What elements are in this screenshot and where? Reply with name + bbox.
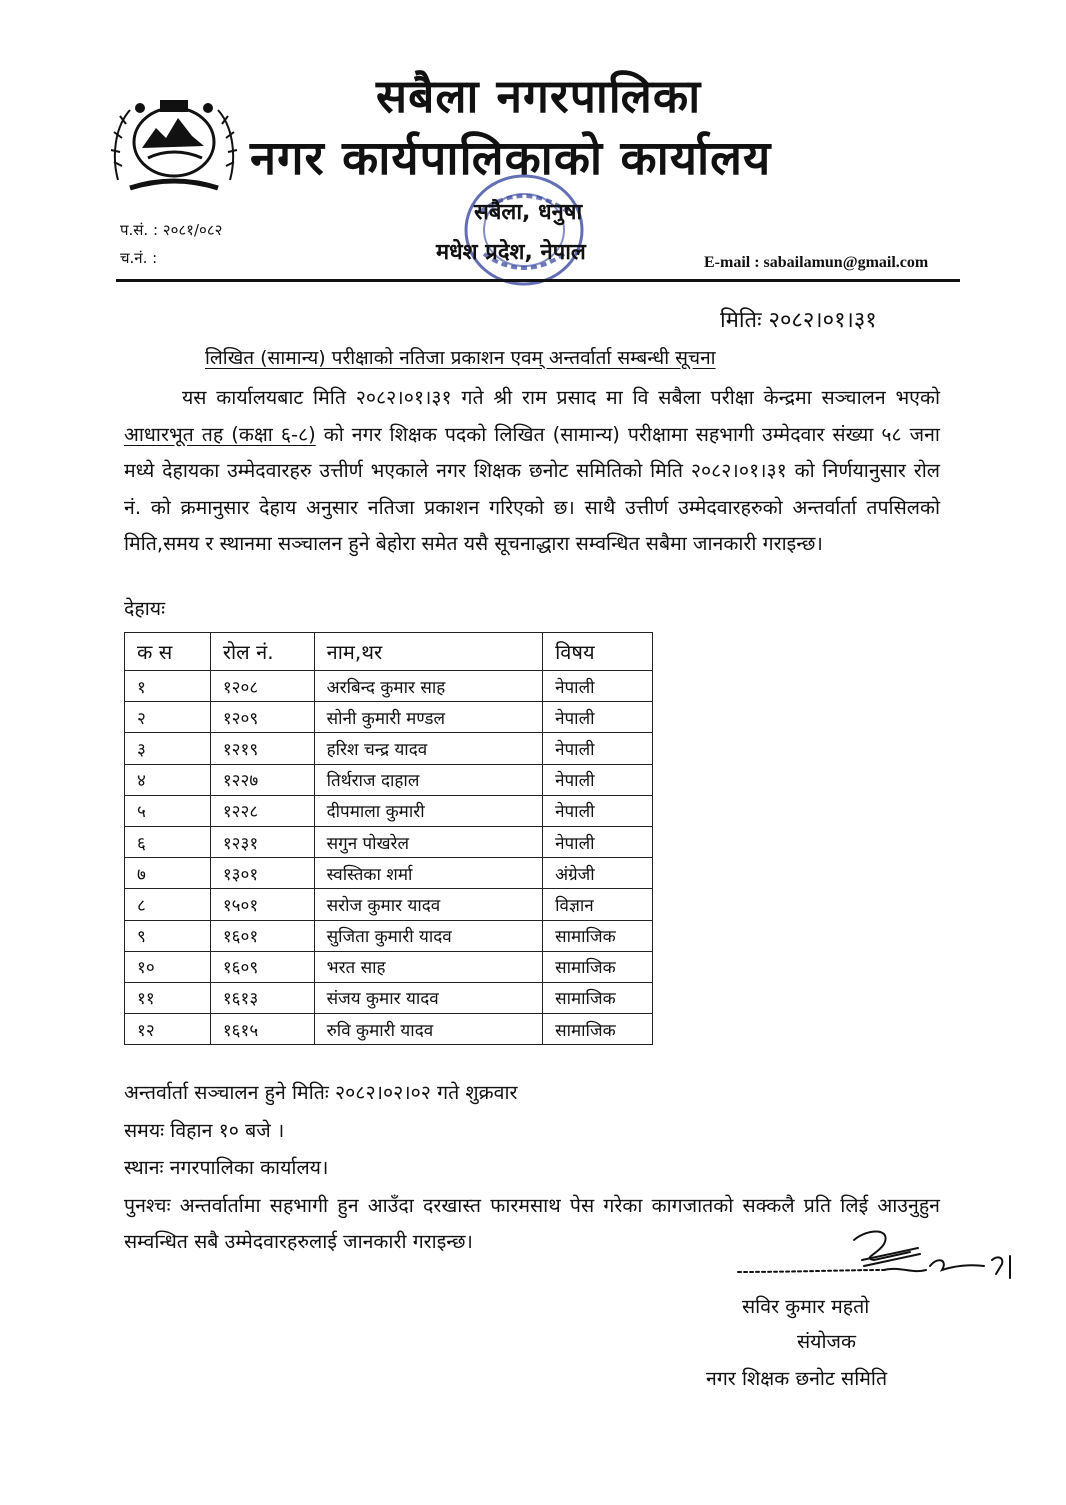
cell-name: रुवि कुमारी यादव <box>314 1014 542 1045</box>
official-stamp-icon <box>444 172 604 294</box>
cell-roll: १३०१ <box>210 858 314 889</box>
cell-name: अरबिन्द कुमार साह <box>314 671 542 702</box>
table-row <box>125 951 653 982</box>
cell-serial: ६ <box>125 826 211 857</box>
cell-name: दीपमाला कुमारी <box>314 795 542 826</box>
interview-time: समयः विहान १० बजे । <box>124 1119 285 1142</box>
cell-name: स्वस्तिका शर्मा <box>314 858 542 889</box>
notice-body-level: आधारभूत तह (कक्षा ६-८) <box>124 422 316 446</box>
cell-subject: नेपाली <box>543 733 653 764</box>
cell-serial: ४ <box>125 764 211 795</box>
table-row <box>125 795 653 826</box>
signatory-name: सविर कुमार महतो <box>742 1295 870 1318</box>
cell-roll: १२३१ <box>210 826 314 857</box>
cell-serial: २ <box>125 702 211 733</box>
cell-serial: ३ <box>125 733 211 764</box>
cell-serial: ५ <box>125 795 211 826</box>
cell-serial: १० <box>125 951 211 982</box>
table-row <box>125 764 653 795</box>
cell-roll: १६१३ <box>210 982 314 1013</box>
interview-place: स्थानः नगरपालिका कार्यालय। <box>124 1156 329 1179</box>
table-row <box>125 671 653 702</box>
signature-icon <box>734 1226 1016 1290</box>
municipality-name: सबैला नगरपालिका <box>376 69 702 123</box>
cell-name: भरत साह <box>314 951 542 982</box>
address-line-2: मधेश प्रदेश, नेपाल <box>436 240 586 265</box>
cell-roll: १६०१ <box>210 920 314 951</box>
cell-serial: ९ <box>125 920 211 951</box>
interview-date: अन्तर्वार्ता सञ्चालन हुने मितिः २०८२।०२।०२ गते शुक्रवार <box>124 1081 518 1104</box>
cell-subject: सामाजिक <box>543 951 653 982</box>
dispatch-number: च.नं. : <box>120 249 158 267</box>
office-name: नगर कार्यपालिकाको कार्यालय <box>250 131 772 186</box>
cell-serial: ८ <box>125 889 211 920</box>
table-row <box>125 733 653 764</box>
cell-roll: १५०१ <box>210 889 314 920</box>
header-subject: विषय <box>543 633 653 671</box>
cell-serial: ११ <box>125 982 211 1013</box>
cell-name: सुजिता कुमारी यादव <box>314 920 542 951</box>
cell-serial: १२ <box>125 1014 211 1045</box>
cell-subject: सामाजिक <box>543 1014 653 1045</box>
cell-serial: १ <box>125 671 211 702</box>
table-row <box>125 982 653 1013</box>
cell-roll: १२०८ <box>210 671 314 702</box>
notice-date: मितिः २०८२।०१।३१ <box>720 308 877 333</box>
notice-body-part2: को नगर शिक्षक पदको लिखित (सामान्य) परीक्षामा सहभागी उम्मेदवार संख्या ५८ जना मध्ये देहायका उम्मेदवारहरु उत्तीर्ण भएकाले नगर शिक्षक छनोट समितिको मिति २०८२।०१।३१ को निर्णयानुसार रोल नं. को क्रमानुसार देहाय अनुसार नतिजा प्रकाशन गरिएको छ। साथै उत्तीर्ण उम्मेदवारहरुको अन्तर्वार्ता तपसिलको मिति,समय र स्थानमा सञ्चालन हुने बेहोरा समेत यसै सूचनाद्धारा सम्वन्धित सबैमा जानकारी गराइन्छ। <box>124 422 940 556</box>
address-line-1: सबैला, धनुषा <box>474 200 583 225</box>
cell-subject: विज्ञान <box>543 889 653 920</box>
results-table <box>124 632 653 1045</box>
cell-subject: अंग्रेजी <box>543 858 653 889</box>
cell-subject: नेपाली <box>543 764 653 795</box>
notice-subject: लिखित (सामान्य) परीक्षाको नतिजा प्रकाशन एवम् अन्तर्वार्ता सम्बन्धी सूचना <box>205 347 716 369</box>
cell-roll: १६१५ <box>210 1014 314 1045</box>
cell-name: संजय कुमार यादव <box>314 982 542 1013</box>
header-name: नाम,थर <box>314 633 542 671</box>
signatory-role: संयोजक <box>797 1330 856 1353</box>
nepal-emblem-icon <box>108 88 240 194</box>
cell-roll: १२०९ <box>210 702 314 733</box>
cell-roll: १२२७ <box>210 764 314 795</box>
cell-roll: १६०९ <box>210 951 314 982</box>
table-header-row <box>125 633 653 671</box>
postscript: पुनश्चः अन्तर्वार्तामा सहभागी हुन आउँदा दरखास्त फारमसाथ पेस गरेका कागजातको सक्कलै प्रति लिई आउनुहुन सम्वन्धित सबै उम्मेदवारहरुलाई जानकारी गराइन्छ। <box>124 1194 940 1253</box>
cell-name: हरिश चन्द्र यादव <box>314 733 542 764</box>
cell-roll: १२१९ <box>210 733 314 764</box>
cell-name: तिर्थराज दाहाल <box>314 764 542 795</box>
table-row <box>125 858 653 889</box>
table-row <box>125 920 653 951</box>
notice-body <box>124 380 940 563</box>
cell-subject: सामाजिक <box>543 920 653 951</box>
cell-subject: सामाजिक <box>543 982 653 1013</box>
cell-roll: १२२८ <box>210 795 314 826</box>
cell-subject: नेपाली <box>543 826 653 857</box>
cell-subject: नेपाली <box>543 671 653 702</box>
dehay-label: देहायः <box>124 597 166 620</box>
notice-body-part1: यस कार्यालयबाट मिति २०८२।०१।३१ गते श्री राम प्रसाद मा वि सबैला परीक्षा केन्द्रमा सञ्चालन भएको <box>182 386 940 409</box>
cell-subject: नेपाली <box>543 702 653 733</box>
cell-name: सगुन पोखरेल <box>314 826 542 857</box>
office-email: E-mail : sabailamun@gmail.com <box>704 254 929 271</box>
cell-name: सोनी कुमारी मण्डल <box>314 702 542 733</box>
signatory-committee: नगर शिक्षक छनोट समिति <box>706 1367 888 1390</box>
table-row <box>125 1014 653 1045</box>
table-row <box>125 889 653 920</box>
header-roll: रोल नं. <box>210 633 314 671</box>
table-row <box>125 702 653 733</box>
cell-serial: ७ <box>125 858 211 889</box>
table-row <box>125 826 653 857</box>
header-serial: क स <box>125 633 211 671</box>
cell-name: सरोज कुमार यादव <box>314 889 542 920</box>
reference-number: प.सं. : २०८१/०८२ <box>120 221 223 239</box>
header-divider <box>116 279 960 282</box>
cell-subject: नेपाली <box>543 795 653 826</box>
